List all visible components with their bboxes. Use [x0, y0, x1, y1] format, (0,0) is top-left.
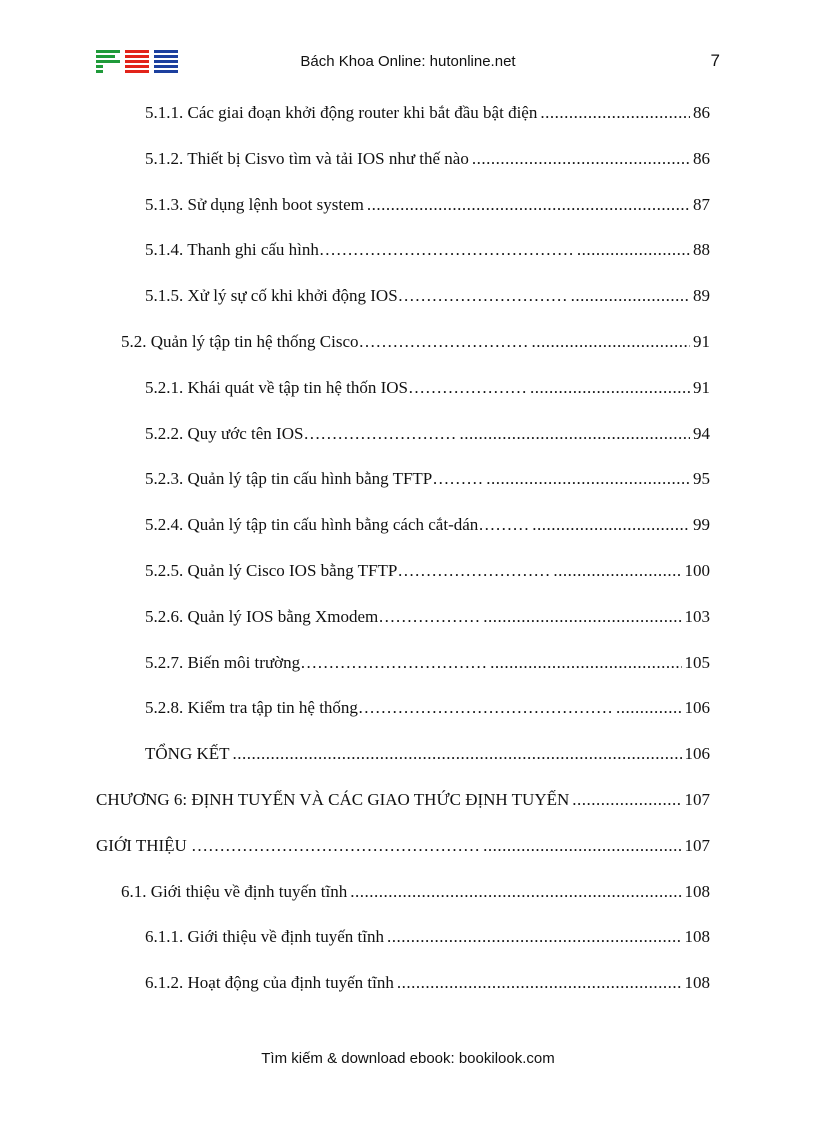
toc-entry-title: 5.2.5. Quản lý Cisco IOS bằng TFTP………………………: [145, 560, 551, 580]
toc-entry-title: 5.2.2. Quy ước tên IOS………………………: [145, 423, 457, 443]
toc-entry-title: 6.1.2. Hoạt động của định tuyến tĩnh: [145, 973, 394, 993]
toc-entry[interactable]: [96, 920, 710, 966]
toc-entry[interactable]: [96, 737, 710, 783]
toc-entry-page: 91: [693, 331, 710, 351]
toc-dot-leader: [459, 417, 690, 451]
header-title: Bách Khoa Online: hutonline.net: [300, 53, 516, 70]
toc-entry[interactable]: [96, 691, 710, 737]
toc-entry-title: 5.1.2. Thiết bị Cisvo tìm và tải IOS như thế nào: [145, 148, 469, 168]
toc-entry[interactable]: [96, 783, 710, 829]
toc-dot-leader: [577, 233, 690, 267]
toc-entry[interactable]: [96, 371, 710, 417]
toc-entry-title: 6.1. Giới thiệu về định tuyến tĩnh: [121, 881, 348, 901]
toc-entry-title: 5.2.7. Biến môi trường……………………………: [145, 652, 488, 672]
toc-entry[interactable]: [96, 96, 710, 142]
toc-entry-page: 88: [693, 240, 710, 260]
toc-entry[interactable]: [96, 554, 710, 600]
toc-entry-page: 100: [684, 560, 710, 580]
toc-dot-leader: [486, 462, 690, 496]
toc-dot-leader: [572, 783, 681, 817]
toc-entry-page: 94: [693, 423, 710, 443]
toc-entry-page: 107: [684, 789, 710, 809]
toc-entry-title: 5.1.3. Sử dụng lệnh boot system: [145, 194, 364, 214]
toc-entry-title: 5.2.4. Quản lý tập tin cấu hình bằng cách cắt-dán………: [145, 515, 530, 535]
toc-entry-page: 108: [684, 973, 710, 993]
toc-dot-leader: [397, 966, 682, 1000]
toc-entry-title: TỔNG KẾT: [145, 744, 230, 764]
toc-entry-page: 106: [684, 744, 710, 764]
toc-entry[interactable]: [96, 325, 710, 371]
toc-entry-page: 105: [684, 652, 710, 672]
toc-dot-leader: [532, 325, 690, 359]
toc-entry-page: 107: [684, 835, 710, 855]
toc-entry-page: 108: [684, 881, 710, 901]
toc-entry-page: 95: [693, 469, 710, 489]
toc-entry[interactable]: [96, 829, 710, 875]
toc-entry-title: 6.1.1. Giới thiệu về định tuyến tĩnh: [145, 927, 384, 947]
toc-entry-page: 89: [693, 286, 710, 306]
page-footer: Tìm kiếm & download ebook: bookilook.com: [261, 1050, 555, 1067]
toc-dot-leader: [472, 142, 690, 176]
toc-dot-leader: [367, 188, 690, 222]
toc-entry[interactable]: [96, 646, 710, 692]
toc-entry[interactable]: [96, 875, 710, 921]
toc-dot-leader: [532, 508, 690, 542]
toc-dot-leader: [616, 691, 682, 725]
toc-entry[interactable]: [96, 508, 710, 554]
toc-entry-page: 87: [693, 194, 710, 214]
toc-entry-title: 5.2.8. Kiểm tra tập tin hệ thống………………………………………: [145, 698, 613, 718]
toc-dot-leader: [490, 646, 681, 680]
page-header: [96, 48, 720, 78]
table-of-contents: [96, 96, 710, 1012]
toc-entry-title: 5.1.5. Xử lý sự cố khi khởi động IOS…………………………: [145, 286, 568, 306]
toc-entry[interactable]: [96, 966, 710, 1012]
toc-entry[interactable]: [96, 417, 710, 463]
toc-dot-leader: [233, 737, 682, 771]
toc-entry-page: 99: [693, 515, 710, 535]
toc-entry[interactable]: [96, 462, 710, 508]
toc-dot-leader: [387, 920, 682, 954]
toc-dot-leader: [350, 875, 681, 909]
toc-entry[interactable]: [96, 233, 710, 279]
page-number: 7: [710, 51, 720, 70]
toc-entry-title: 5.1.1. Các giai đoạn khởi động router khi bắt đầu bật điện: [145, 103, 538, 122]
toc-dot-leader: [530, 371, 690, 405]
toc-entry-title: 5.2.6. Quản lý IOS bằng Xmodem………………: [145, 606, 481, 626]
toc-entry[interactable]: [96, 600, 710, 646]
toc-entry-page: 103: [684, 606, 710, 626]
toc-entry-page: 106: [684, 698, 710, 718]
toc-entry-page: 86: [693, 148, 710, 168]
toc-entry-title: 5.1.4. Thanh ghi cấu hình………………………………………: [145, 240, 574, 260]
toc-entry-title: GIỚI THIỆU ……………………………………………: [96, 835, 481, 855]
toc-entry-title: 5.2.3. Quản lý tập tin cấu hình bằng TFTP………: [145, 469, 484, 489]
toc-entry-title: CHƯƠNG 6: ĐỊNH TUYẾN VÀ CÁC GIAO THỨC ĐỊNH TUYẾN: [96, 789, 570, 809]
toc-dot-leader: [553, 554, 681, 588]
toc-dot-leader: [483, 600, 681, 634]
toc-entry-page: 91: [693, 377, 710, 397]
toc-dot-leader: [571, 279, 690, 313]
toc-dot-leader: [483, 829, 681, 863]
toc-entry-page: 86: [693, 103, 710, 122]
toc-dot-leader: [540, 96, 690, 130]
toc-entry-title: 5.2.1. Khái quát về tập tin hệ thốn IOS…………………: [145, 377, 527, 397]
toc-entry-title: 5.2. Quản lý tập tin hệ thống Cisco…………………………: [121, 331, 529, 351]
toc-entry[interactable]: [96, 142, 710, 188]
toc-entry[interactable]: [96, 279, 710, 325]
toc-entry-page: 108: [684, 927, 710, 947]
toc-entry[interactable]: [96, 188, 710, 234]
